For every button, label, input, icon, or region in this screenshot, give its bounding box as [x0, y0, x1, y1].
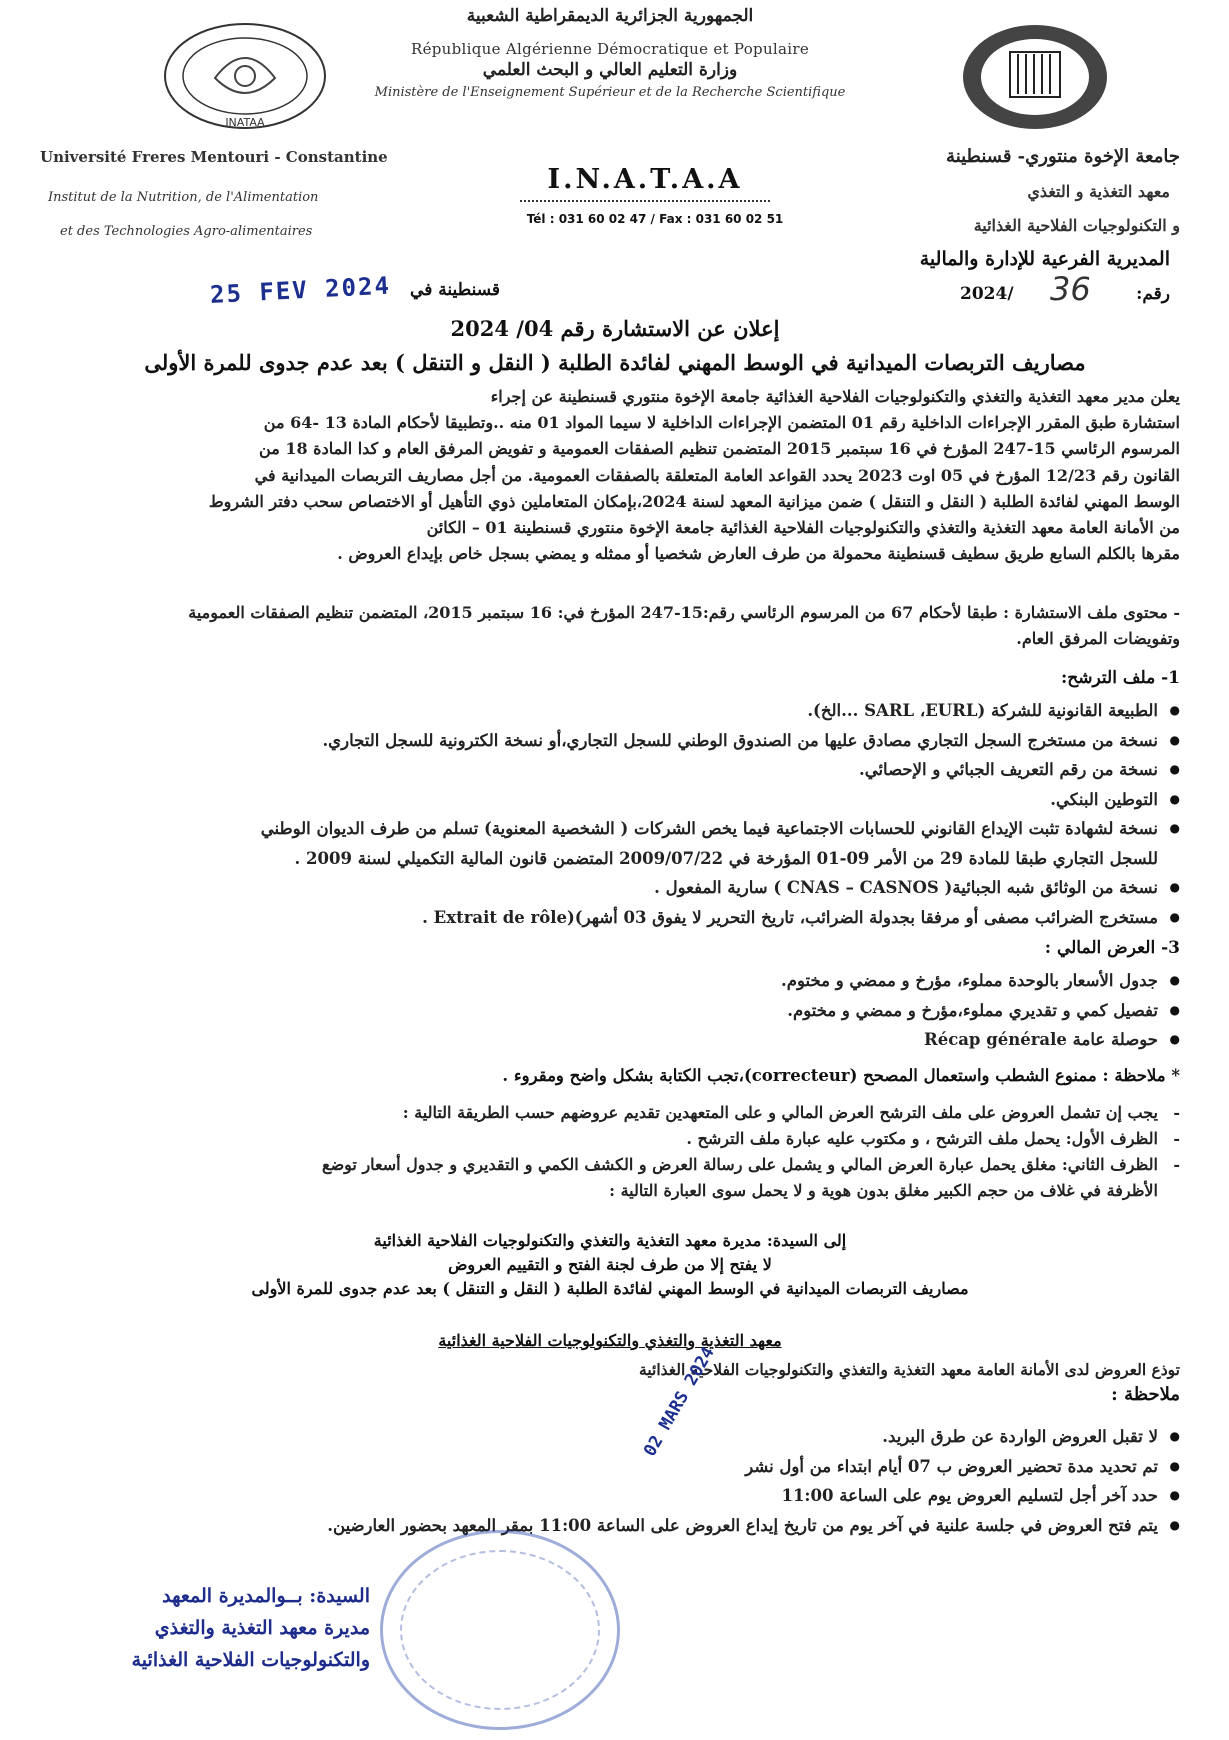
list-item: ● جدول الأسعار بالوحدة مملوء، مؤرخ و ممضي و مختوم. — [100, 966, 1180, 996]
list-item: ● يتم فتح العروض في جلسة علنية في آخر يوم من تاريخ إيداع العروض على الساعة 11:00 بمقر المعهد بحضور العارضين. — [100, 1511, 1180, 1541]
list-item-text: نسخة لشهادة تثبت الإيداع القانوني للحسابات الاجتماعية فيما يخص الشركات ( الشخصية المعنوية) تسلم من طرف الديوان الوطني — [260, 819, 1158, 838]
list-item: ● لا تقبل العروض الواردة عن طرق البريد. — [100, 1422, 1180, 1452]
intro-line: مقرها بالكلم السابع طريق سطيف قسنطينة محمولة من طرف العارض شخصيا أو ممثله و يمضي بسجل خاص بإيداع العروض . — [337, 544, 1180, 564]
correction-note: * ملاحظة : ممنوع الشطب واستعمال المصحح (correcteur)،تجب الكتابة بشكل واضح ومقروء . — [502, 1066, 1180, 1085]
subdirectorate: المديرية الفرعية للإدارة والمالية — [919, 248, 1170, 270]
list-item: ● نسخة من الوثائق شبه الجبائية( CNAS – CASNOS ) سارية المفعول . — [100, 873, 1180, 903]
candidacy-list — [100, 696, 1180, 932]
intro-line: المرسوم الرئاسي 15-247 المؤرخ في 16 سبتمبر 2015 المتضمن تنظيم الصفقات العمومية و تفويض المرفق العام و كدا المادة 18 من — [259, 439, 1180, 459]
place-date-label: قسنطينة في — [410, 280, 500, 300]
financial-list — [100, 966, 1180, 1055]
list-item: - الظرف الأول: يحمل ملف الترشح ، و مكتوب عليه عبارة ملف الترشح . — [100, 1126, 1180, 1152]
envelope-label-line: مصاريف التربصات الميدانية في الوسط المهني لفائدة الطلبة ( النقل و التنقل ) بعد عدم جدوى للمرة الأولى — [251, 1279, 969, 1298]
list-item: ● الطبيعة القانونية للشركة (SARL ،EURL ...الخ). — [100, 696, 1180, 726]
official-seal-inner — [400, 1550, 600, 1710]
announcement-subject: مصاريف التربصات الميدانية في الوسط المهني لفائدة الطلبة ( النقل و التنقل ) بعد عدم جدوى للمرة الأولى — [144, 350, 1086, 375]
header-republic-ar: الجمهورية الجزائرية الديمقراطية الشعبية — [466, 6, 754, 26]
file-content-paragraph — [90, 600, 1180, 652]
intro-line: القانون رقم 12/23 المؤرخ في 05 اوت 2023 يحدد القواعد العامة المتعلقة بالصفقات العمومية. من أجل مصاريف التربصات الميدانية في — [254, 465, 1180, 485]
reference-year: 2024/ — [960, 284, 1014, 304]
institute-name-ar-1: معهد التغذية و التغذي — [1027, 182, 1170, 201]
header-ministry-ar: وزارة التعليم العالي و البحث العلمي — [482, 60, 738, 80]
list-item — [100, 814, 1180, 873]
intro-line: استشارة طبق المقرر الإجراءات الداخلية رقم 01 المتضمن الإجراءات الداخلية لا سيما المواد 01 منه ..وتطبيقا لأحكام المادة 13 -64 من — [263, 413, 1180, 433]
announcement-title: إعلان عن الاستشارة رقم 04/ 2024 — [450, 316, 780, 341]
list-item: ● تم تحديد مدة تحضير العروض ب 07 أيام ابتداء من أول نشر — [100, 1452, 1180, 1482]
list-item: ● مستخرج الضرائب مصفى أو مرفقا بجدولة الضرائب، تاريخ التحرير لا يفوق 03 أشهر)(Extrait de rôle . — [100, 903, 1180, 933]
intro-paragraph — [100, 384, 1180, 567]
list-item-continuation: للسجل التجاري طبقا للمادة 29 من الأمر 09-01 المؤرخة في 2009/07/22 المتضمن قانون المالية التكميلي لسنة 2009 . — [294, 848, 1158, 868]
content-line: - محتوى ملف الاستشارة : طبقا لأحكام 67 من المرسوم الرئاسي رقم:15-247 المؤرخ في: 16 سبتمبر 2015، المتضمن تنظيم الصفقات العمومية — [188, 603, 1180, 622]
date-stamp: 25 FEV 2024 — [209, 271, 392, 309]
reference-label: رقم: — [1136, 284, 1170, 304]
list-item: - يجب إن تشمل العروض على ملف الترشح العرض المالي و على المتعهدين تقديم عروضهم حسب الطريقة التالية : — [100, 1100, 1180, 1126]
envelope-label-line: لا يفتح إلا من طرف لجنة الفتح و التقييم العروض — [448, 1255, 772, 1274]
deposit-note: توذع العروض لدى الأمانة العامة معهد التغذية والتغذي والتكنولوجيات الفلاحية الغذائية — [639, 1360, 1180, 1379]
contact-tel-fax: Tél : 031 60 02 47 / Fax : 031 60 02 51 — [526, 212, 784, 226]
university-name-ar: جامعة الإخوة منتوري- قسنطينة — [946, 146, 1180, 167]
list-item: ● التوطين البنكي. — [100, 785, 1180, 815]
envelope-instructions — [100, 1100, 1180, 1204]
list-item-continuation: الأظرفة في غلاف من حجم الكبير مغلق بدون هوية و لا يحمل سوى العبارة التالية : — [609, 1181, 1158, 1200]
acronym-underline — [520, 200, 770, 202]
inataa-logo — [160, 18, 330, 138]
signature-line: السيدة: بــوالمديرة المعهد — [162, 1585, 370, 1607]
signature-line: والتكنولوجيات الفلاحية الغذائية — [131, 1649, 370, 1671]
list-item-text: الظرف الثاني: مغلق يحمل عبارة العرض المالي و يشمل على رسالة العرض و الكشف الكمي و التقديري و جدول أسعار توضع — [322, 1155, 1158, 1174]
university-seal — [960, 22, 1110, 132]
header-republic-fr: République Algérienne Démocratique et Populaire — [411, 40, 809, 58]
list-item: ● نسخة من رقم التعريف الجبائي و الإحصائي. — [100, 755, 1180, 785]
institute-name-fr-2: et des Technologies Agro-alimentaires — [60, 224, 313, 239]
institute-acronym: I.N.A.T.A.A — [547, 164, 743, 195]
institute-name-ar-2: و التكنولوجيات الفلاحية الغذائية — [973, 216, 1180, 235]
content-line: وتفويضات المرفق العام. — [1016, 629, 1180, 648]
note-heading: ملاحظة : — [1111, 1384, 1180, 1405]
list-item: ● نسخة من مستخرج السجل التجاري مصادق عليها من الصندوق الوطني للسجل التجاري،أو نسخة الكترونية للسجل التجاري. — [100, 726, 1180, 756]
reference-number: 36 — [1050, 270, 1091, 308]
intro-line: من الأمانة العامة معهد التغذية والتغذي والتكنولوجيات الفلاحية الغذائية جامعة الإخوة منتوري قسنطينة 01 – الكائن — [426, 518, 1180, 538]
envelope-label-line: معهد التغذية والتغذي والتكنولوجيات الفلاحية الغذائية — [438, 1331, 782, 1350]
signature-block — [70, 1580, 370, 1676]
intro-line: الوسط المهني لفائدة الطلبة ( النقل و التنقل ) ضمن ميزانية المعهد لسنة 2024،بإمكان المتعاملين ذوي التأهيل أو الاختصاص سحب دفتر الشروط — [208, 491, 1180, 511]
deadline-date-stamp: 02 MARS 2024 — [640, 1343, 719, 1460]
envelope-label-line: إلى السيدة: مديرة معهد التغذية والتغذي والتكنولوجيات الفلاحية الغذائية — [373, 1231, 847, 1250]
section-candidacy-heading: 1- ملف الترشح: — [1061, 668, 1180, 688]
notes-list — [100, 1422, 1180, 1540]
header-ministry-fr: Ministère de l'Enseignement Supérieur et de la Recherche Scientifique — [374, 85, 846, 100]
institute-name-fr-1: Institut de la Nutrition, de l'Alimentation — [48, 190, 319, 205]
intro-line: يعلن مدير معهد التغذية والتغذي والتكنولوجيات الفلاحية الغذائية جامعة الإخوة منتوري قسنطينة عن إجراء — [490, 387, 1180, 406]
list-item — [100, 1152, 1180, 1204]
section-financial-heading: 3- العرض المالي : — [1044, 938, 1180, 958]
signature-line: مديرة معهد التغذية والتغذي — [154, 1617, 370, 1639]
list-item: ● تفصيل كمي و تقديري مملوء،مؤرخ و ممضي و مختوم. — [100, 996, 1180, 1026]
list-item: ● حدد آخر أجل لتسليم العروض يوم على الساعة 11:00 — [100, 1481, 1180, 1511]
university-name-fr: Université Freres Mentouri - Constantine — [40, 148, 388, 166]
list-item: ● حوصلة عامة Récap générale — [100, 1025, 1180, 1055]
logo-text: INATAA — [225, 116, 265, 129]
